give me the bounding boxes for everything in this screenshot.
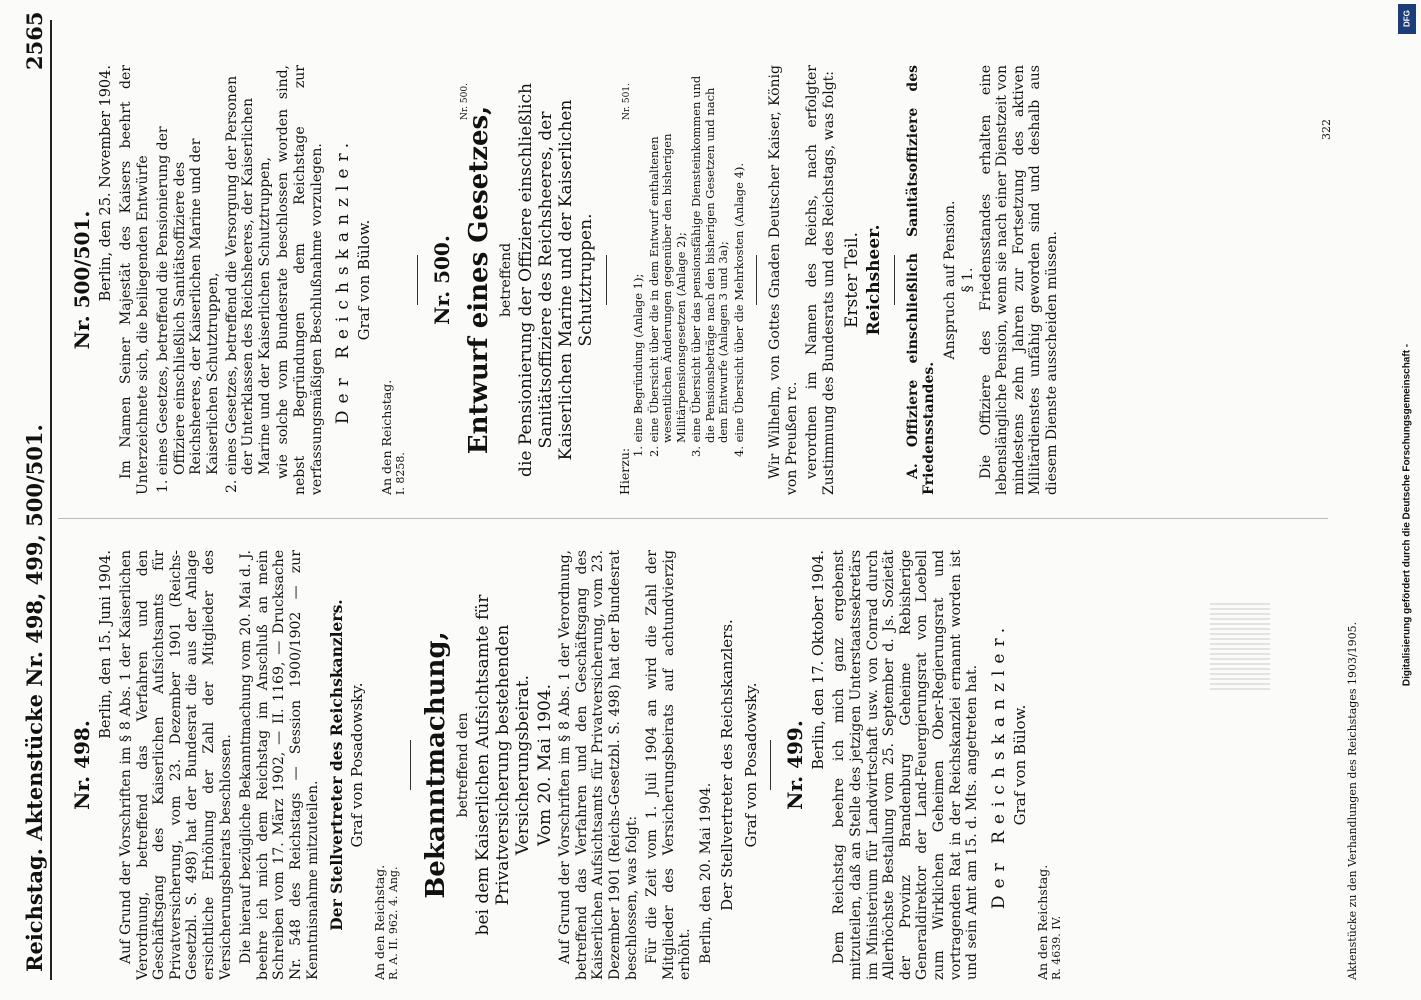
betreffend-line: betreffend den	[455, 712, 472, 818]
dateline: Berlin, den 15. Juni 1904.	[98, 550, 114, 739]
document-nr-498	[70, 550, 400, 980]
paragraph: wie solche vom Bundesrate beschlossen worden sind, nebst Begründungen dem Reichstage zur verfassungsmäßigen Beschlußnahme vorzulegen.	[275, 65, 325, 495]
attachment-item: 3. eine Übersicht über das pensionsfähige Diensteinkommen und die Pensionsbeträge nach den bisherigen Gesetzen und nach dem Entwurfe (Anlagen 3 und 3a);	[689, 75, 731, 457]
paragraph: Auf Grund der Vorschriften im § 8 Abs. 1 der Kaiserlichen Verordnung, betreffend das Verfahren und den Geschäftsgang des Kaiserlichen Aufsichtsamts für Privatversicherung, vom 23. Dezember 1901 (Reichs-Gesetzbl. S. 498) hat der Bundesrat die aus der Anlage ersichtliche Erhöhung der Zahl der Mitglieder des Versicherungsbeirats beschlossen.	[118, 550, 234, 980]
document-nr-499	[783, 550, 1062, 980]
paragraph-number: § 1.	[959, 267, 976, 293]
reference-number: I. 8258.	[394, 452, 408, 495]
signature-name: Graf von Posadowsky.	[742, 682, 761, 848]
ink-smudge	[1210, 600, 1270, 690]
separator-line	[770, 740, 771, 790]
reference-number: R. 4639. IV.	[1049, 915, 1063, 980]
header-rule	[50, 20, 52, 980]
betreffend-line: betreffend	[498, 242, 515, 318]
separator-line	[894, 255, 895, 305]
addressee: An den Reichstag.	[379, 379, 395, 495]
place-date: Berlin, den 20. Mai 1904.	[697, 782, 714, 964]
digitization-sidebar	[1396, 40, 1418, 990]
signature-title: Der Stellvertreter des Reichskanzlers.	[327, 599, 347, 931]
list-item: 2. eines Gesetzes, betreffend die Versorgung der Personen der Unterklassen des Reichsheeres, der Kaiserlichen Marine und der Kaiserlichen Schutztruppen,	[223, 75, 273, 493]
column-divider	[58, 518, 1328, 519]
draft-title: Entwurf eines Gesetzes,	[464, 105, 495, 455]
subsection-heading: Anspruch auf Pension.	[941, 200, 958, 360]
paragraph: Im Namen Seiner Majestät des Kaisers beehrt der Unterzeichnete sich, die beiliegenden Entwürfe	[118, 65, 151, 495]
signature-number: 322	[1320, 119, 1333, 140]
paragraph: Für die Zeit vom 1. Juli 1904 an wird die Zahl der Mitglieder des Versicherungsbeirats auf achtundvierzig erhöht.	[644, 550, 694, 980]
right-column	[58, 65, 1378, 495]
draft-subject: die Pensionierung der Offiziere einschließlich Sanitätsoffiziere des Reichsheeres, der Kaiserlichen Marine und der Kaiserlichen Schutztruppen.	[516, 83, 597, 477]
list-item: 1. eines Gesetzes, betreffend die Pensionierung der Offiziere einschließlich Sanitätsoffiziere des Reichsheeres, der Kaiserlichen Marine und der Kaiserlichen Schutztruppen,	[155, 126, 221, 493]
separator-line	[756, 255, 757, 305]
document-number: Nr. 499.	[783, 720, 808, 810]
signature-title: Der Stellvertreter des Reichskanzlers.	[718, 619, 737, 911]
running-header: Reichstag. Aktenstücke Nr. 498, 499, 500/501.	[22, 424, 47, 972]
paragraph: Dem Reichstag beehre ich mich ganz ergebenst mitzuteilen, daß an Stelle des jetzigen Unterstaatssekretärs im Ministerium für Landwirtschaft usw. von Conrad durch Allerhöchste Bestallung vom 25. September d. Js. Sozietät der Provinz Brandenburg Geheime Rebisherige Generaldirektor der Land-Feuergierungsrat von Loebell zum Wirklichen Geheimen Ober-Regierungsrat und vortragenden Rat in der Reichskanzlei ernannt worden ist und sein Amt am 15. d. Mts. angetreten hat.	[831, 550, 981, 980]
dfg-logo: DFG	[1398, 4, 1416, 34]
signature-name: Graf von Bülow.	[1010, 704, 1029, 826]
separator-line	[417, 255, 418, 305]
paragraph: Die Offiziere des Friedensstandes erhalten eine lebenslängliche Pension, wenn sie nach einer Dienstzeit von mindestens zehn Jahren zur Fortsetzung des aktiven Militärdienstes unfähig geworden sind und deshalb aus diesem Dienste ausscheiden müssen.	[977, 65, 1061, 495]
preamble: verordnen im Namen des Reichs, nach erfolgter Zustimmung des Bundesrats und des Reichstags, was folgt:	[804, 65, 837, 495]
attachment-item: 2. eine Übersicht über die in dem Entwurf enthaltenen wesentlichen Änderungen gegenüber den bisherigen Militärpensionsgesetzen (Anlage 2);	[646, 133, 688, 457]
paragraph: Die hierauf bezügliche Bekanntmachung vom 20. Mai d. J. beehre ich mich dem Reichstag im Anschluß an mein Schreiben vom 17. März 1902, — II. 1169, — Drucksache Nr. 548 des Reichstags — Session 1900/1902 — zur Kenntnisnahme mitzuteilen.	[238, 550, 321, 980]
signature-title: Der Reichskanzler.	[988, 620, 1009, 910]
document-number: Nr. 500/501.	[70, 210, 94, 350]
sidebar-credit: Digitalisierung gefördert durch die Deutsche Forschungsgemeinschaft -	[1401, 343, 1413, 687]
document-number: Nr. 498.	[70, 720, 94, 810]
left-column	[58, 550, 1378, 980]
margin-mark: Nr. 501.	[622, 83, 632, 120]
separator-line	[606, 255, 607, 305]
addressee: An den Reichstag.	[1034, 864, 1050, 980]
addressee: An den Reichstag.	[372, 864, 388, 980]
document-nr-500-501	[70, 65, 407, 495]
reference-number: R. A. II. 962. 4. Ang.	[387, 866, 401, 980]
attachment-item: 4. eine Übersicht über die Mehrkosten (Anlage 4).	[731, 162, 746, 457]
paragraph: Auf Grund der Vorschriften im § 8 Abs. 1 der Verordnung, betreffend das Verfahren und den Geschäftsgang des Kaiserlichen Aufsichtsamts für Privatversicherung, vom 23. Dezember 1901 (Reichs-Gesetzbl. S. 498) hat der Bundesrat beschlossen, was folgt:	[557, 550, 640, 980]
dateline: Berlin, den 17. Oktober 1904.	[811, 550, 828, 770]
attachment-item: 1. eine Begründung (Anlage 1);	[631, 273, 646, 457]
dateline: Berlin, den 25. November 1904.	[98, 65, 114, 302]
announcement-subject: bei dem Kaiserlichen Aufsichtsamte für Privatversicherung bestehenden Versicherungsbeirat.	[473, 594, 534, 936]
part-subheading: Reichsheer.	[863, 224, 884, 336]
document-nr-500	[430, 65, 1061, 495]
announcement-title: Bekanntmachung,	[421, 631, 452, 899]
bekanntmachung	[421, 550, 760, 980]
section-heading: A. Offiziere einschließlich Sanitätsoffiziere des Friedensstandes.	[904, 65, 938, 495]
announcement-date: Vom 20. Mai 1904.	[535, 684, 556, 846]
margin-mark: Nr. 500.	[460, 83, 470, 120]
page-number: 2565	[22, 11, 47, 70]
signature-name: Graf von Posadowsky.	[348, 682, 367, 848]
footer-note: Aktenstücke zu den Verhandlungen des Reichstages 1903/1905.	[1346, 621, 1359, 980]
separator-line	[410, 740, 411, 790]
part-heading: Erster Teil.	[841, 231, 862, 329]
signature-name: Graf von Bülow.	[355, 219, 374, 341]
preamble: Wir Wilhelm, von Gottes Gnaden Deutscher Kaiser, König von Preußen rc.	[767, 65, 800, 495]
document-number: Nr. 500.	[430, 235, 455, 325]
attachments-label: Hierzu:	[617, 447, 633, 495]
signature-title: Der Reichskanzler.	[333, 135, 354, 425]
